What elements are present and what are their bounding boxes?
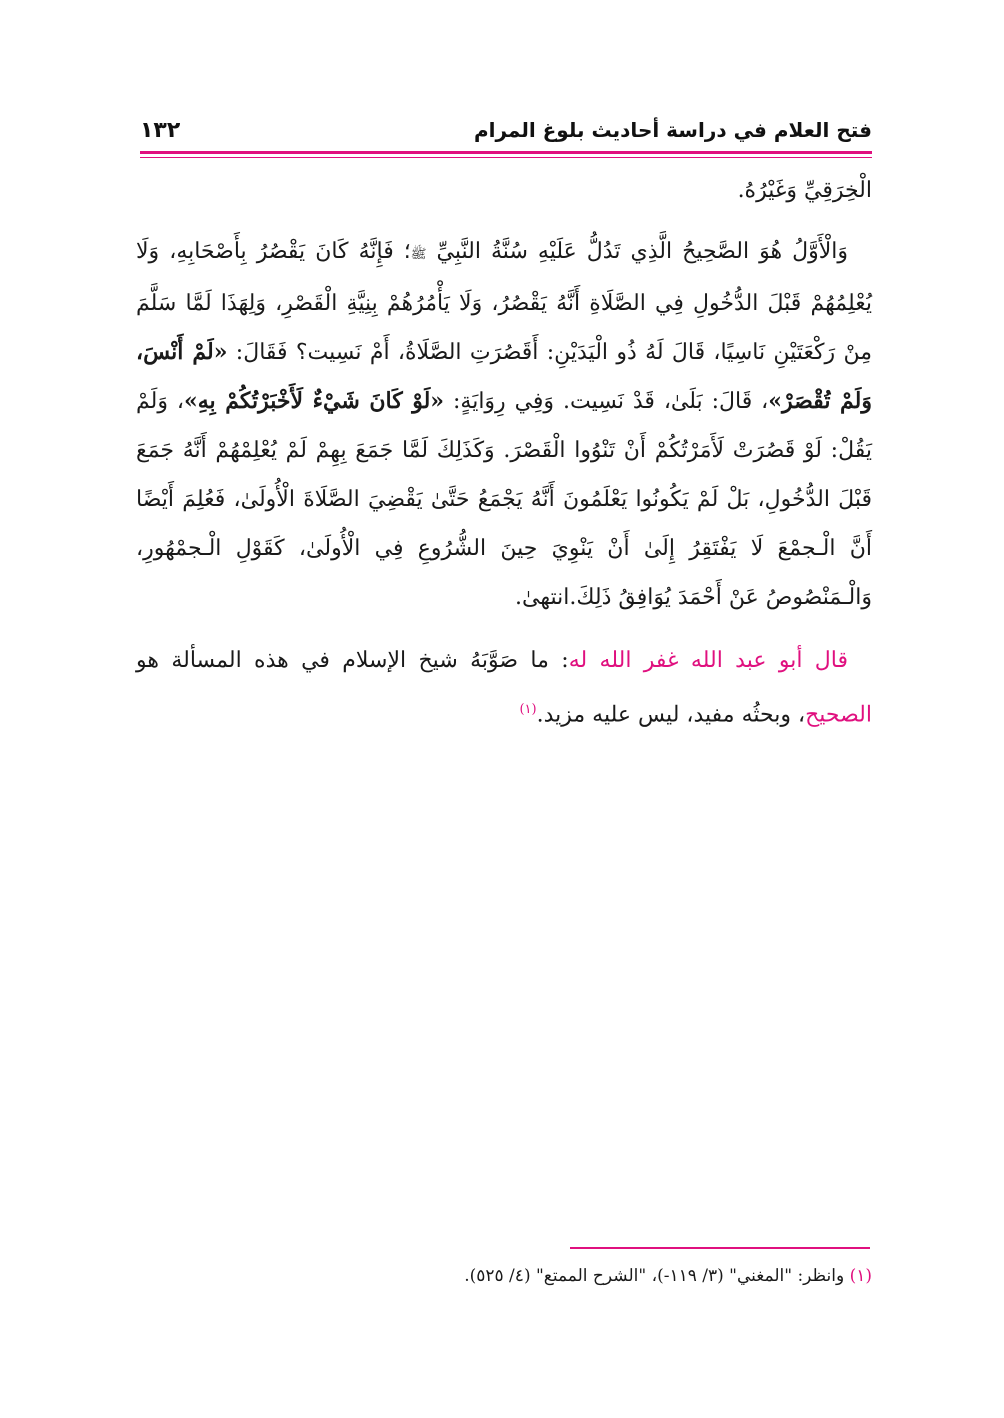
header-rule-thin [140, 157, 872, 158]
author-label: قال أبو عبد الله غفر الله له [568, 648, 848, 673]
highlight-sahih: الصحيح [805, 702, 872, 728]
text-run: : ما صَوَّبَهُ شيخ الإسلام في هذه المسألة هو [136, 648, 569, 673]
text-run: وَالْأَوَّلُ هُوَ الصَّحِيحُ الَّذِي تَدُلُّ عَلَيْهِ سُنَّةُ النَّبِيِّ [436, 239, 849, 264]
footnote-reference[interactable]: (١) [519, 702, 537, 717]
footnote [140, 1262, 872, 1290]
text-run: ، قَالَ: بَلَىٰ، قَدْ نَسِيت. وَفِي رِوَايَةٍ: [452, 389, 769, 414]
book-title: فتح العلام في دراسة أحاديث بلوغ المرام [473, 118, 872, 142]
paragraph-main [136, 227, 872, 622]
header-rule-thick [140, 151, 872, 154]
footnote-separator [570, 1247, 870, 1249]
hadith-quote: «لَمْ أَنْسَ، وَلَمْ تُقْصَرْ» [136, 339, 872, 414]
paragraph-author-note [136, 636, 872, 739]
footnote-text: وانظر: "المغني" (٣/ ١١٩-)، "الشرح الممتع" (٤/ ٥٢٥). [464, 1266, 845, 1286]
text-run: ، وبحثُه مفيد، ليس عليه مزيد. [536, 702, 806, 728]
text-run: ، وَلَمْ يَقُلْ: لَوْ قَصُرَتْ لَأَمَرْتُكُمْ أَنْ تَنْوُوا الْقَصْرَ. وَكَذَلِكَ لَمَّا جَمَعَ بِهِمْ لَمْ يُعْلِمْهُمْ أَنَّهُ جَمَعَ قَبْلَ الدُّخُولِ، بَلْ لَمْ يَكُونُوا يَعْلَمُونَ أَنَّهُ يَجْمَعُ حَتَّىٰ يَقْضِيَ الصَّلَاةَ الْأُولَىٰ، فَعُلِمَ أَيْضًا أَنَّ الْـجمْعَ لَا يَفْتَقِرُ إِلَىٰ أَنْ يَنْوِيَ حِينَ الشُّرُوعِ فِي الْأُولَىٰ، كَقَوْلِ الْـجمْهُورِ، وَالْـمَنْصُوصُ عَنْ أَحْمَدَ يُوَافِقُ ذَلِكَ.انتهىٰ. [136, 389, 872, 610]
footnote-number: (١) [849, 1266, 872, 1286]
page-number: ١٣٢ [140, 118, 181, 143]
salawat-symbol: ﷺ [410, 247, 427, 262]
body-text [136, 166, 872, 739]
text-run: الْخِرَقِيِّ وَغَيْرُهُ. [737, 178, 872, 203]
text-run: ؛ فَإِنَّهُ كَانَ يَقْصُرُ بِأَصْحَابِهِ، وَلَا يُعْلِمُهُمْ قَبْلَ الدُّخُولِ فِي الصَّلَاةِ أَنَّهُ يَقْصُرُ، وَلَا يَأْمُرُهُمْ بِنِيَّةِ الْقَصْرِ، وَلِهَذَا لَمَّا سَلَّمَ مِنْ رَكْعَتَيْنِ نَاسِيًا، قَالَ لَهُ ذُو الْيَدَيْنِ: أَقَصُرَتِ الصَّلَاةُ، أَمْ نَسِيت؟ فَقَالَ: [136, 239, 873, 365]
page-header [140, 112, 872, 152]
hadith-quote: «لَوْ كَانَ شَيْءٌ لَأَخْبَرْتُكُمْ بِهِ» [183, 388, 445, 414]
paragraph-continuation [136, 166, 872, 215]
